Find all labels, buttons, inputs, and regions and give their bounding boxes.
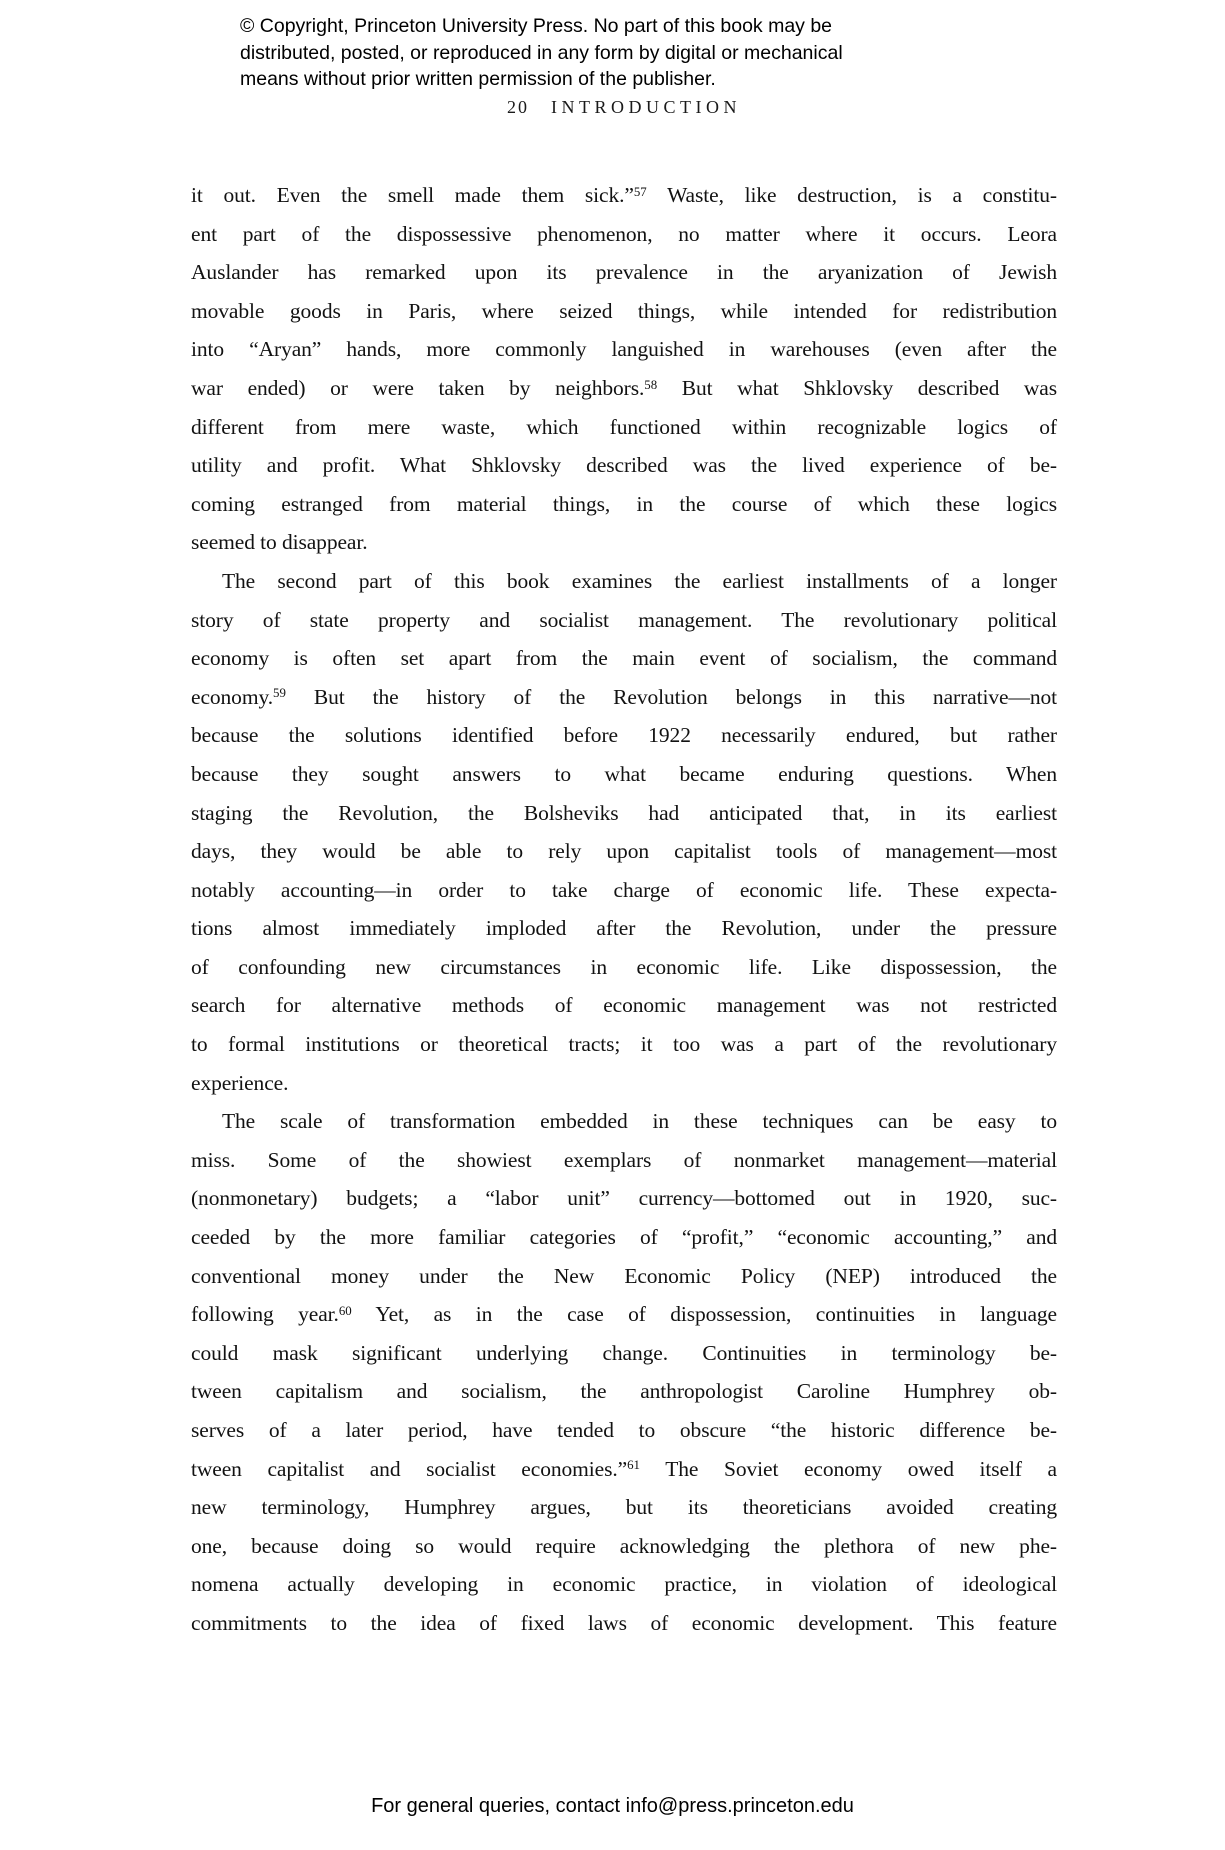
text-line: movable goods in Paris, where seized things, while intended for redistribution (191, 298, 1057, 323)
text-line: economy is often set apart from the main event of socialism, the command (191, 646, 1057, 671)
copyright-line: © Copyright, Princeton University Press. No part of this book may be (240, 15, 833, 37)
text-line: days, they would be able to rely upon capitalist tools of management—most (191, 839, 1057, 864)
copyright-notice (240, 13, 843, 93)
text-line: The scale of transformation embedded in these techniques can be easy to (222, 1109, 1057, 1134)
text-line: ent part of the dispossessive phenomenon, no matter where it occurs. Leora (191, 221, 1057, 246)
text-line: Auslander has remarked upon its prevalence in the aryanization of Jewish (191, 260, 1057, 285)
footnote-marker: 61 (627, 1458, 640, 1473)
text-line: because they sought answers to what became enduring questions. When (191, 761, 1057, 786)
section-title: INTRODUCTION (551, 97, 741, 117)
copyright-line: distributed, posted, or reproduced in any form by digital or mechanical (240, 41, 843, 64)
text-line: (nonmonetary) budgets; a “labor unit” currency—bottomed out in 1920, suc- (191, 1186, 1057, 1211)
text-line: seemed to disappear. (191, 530, 368, 555)
text-line: conventional money under the New Economic Policy (NEP) introduced the (191, 1263, 1057, 1288)
footnote-marker: 58 (644, 377, 658, 392)
text-line: The second part of this book examines the earliest installments of a longer (222, 568, 1057, 593)
text-line: into “Aryan” hands, more commonly languished in warehouses (even after the (191, 337, 1057, 362)
text-line: economy.$^{59}$ But the history of the Revolution belongs in this narrative—not (191, 684, 1057, 709)
copyright-line: means without prior written permission of the publisher. (240, 68, 716, 90)
text-line: to formal institutions or theoretical tracts; it too was a part of the revolutionary (191, 1032, 1057, 1057)
contact-text: For general queries, contact info@press.princeton.edu (371, 1795, 854, 1817)
text-line: miss. Some of the showiest exemplars of nonmarket management—material (191, 1147, 1057, 1172)
text-line: story of state property and socialist management. The revolutionary political (191, 607, 1057, 632)
text-line: nomena actually developing in economic practice, in violation of ideological (191, 1572, 1057, 1597)
text-line: serves of a later period, have tended to obscure “the historic difference be- (191, 1418, 1057, 1442)
text-line: ceeded by the more familiar categories of “profit,” “economic accounting,” and (191, 1225, 1057, 1250)
footnote-marker: 57 (633, 184, 647, 199)
text-line: tween capitalism and socialism, the anthropologist Caroline Humphrey ob- (191, 1379, 1057, 1404)
page-footer (0, 1795, 1225, 1818)
text-line: search for alternative methods of economic management was not restricted (191, 993, 1057, 1018)
paragraph (191, 1102, 1057, 1642)
text-line: tween capitalist and socialist economies.”$^{61}$ The Soviet economy owed itself a (191, 1456, 1057, 1481)
footnote-marker: 59 (273, 686, 286, 701)
text-line: war ended) or were taken by neighbors.$^{58}$ But what Shklovsky described was (191, 375, 1057, 400)
footnote-marker: 60 (338, 1303, 352, 1318)
text-line: following year.$^{60}$ Yet, as in the case of dispossession, continuities in language (191, 1302, 1057, 1327)
text-line: utility and profit. What Shklovsky described was the lived experience of be- (191, 453, 1057, 478)
text-line: staging the Revolution, the Bolsheviks had anticipated that, in its earliest (191, 800, 1057, 825)
running-head (191, 97, 1057, 118)
page-number: 20 (507, 97, 529, 117)
text-line: one, because doing so would require acknowledging the plethora of new phe- (191, 1533, 1057, 1558)
text-line: it out. Even the smell made them sick.”$^{57}$ Waste, like destruction, is a constitu- (191, 183, 1057, 207)
text-line: commitments to the idea of fixed laws of economic development. This feature (191, 1610, 1057, 1635)
text-line: different from mere waste, which functioned within recognizable logics of (191, 414, 1057, 439)
paragraph (191, 562, 1057, 1102)
text-line: coming estranged from material things, in the course of which these logics (191, 491, 1057, 516)
paragraph (191, 176, 1057, 562)
text-line: of confounding new circumstances in economic life. Like dispossession, the (191, 954, 1057, 979)
text-line: notably accounting—in order to take charge of economic life. These expecta- (191, 877, 1057, 902)
body-text (191, 176, 1057, 1643)
text-line: because the solutions identified before 1922 necessarily endured, but rather (191, 723, 1057, 748)
text-line: could mask significant underlying change. Continuities in terminology be- (191, 1340, 1057, 1365)
text-line: tions almost immediately imploded after the Revolution, under the pressure (191, 916, 1057, 941)
text-line: experience. (191, 1070, 289, 1095)
text-line: new terminology, Humphrey argues, but its theoreticians avoided creating (191, 1495, 1057, 1520)
